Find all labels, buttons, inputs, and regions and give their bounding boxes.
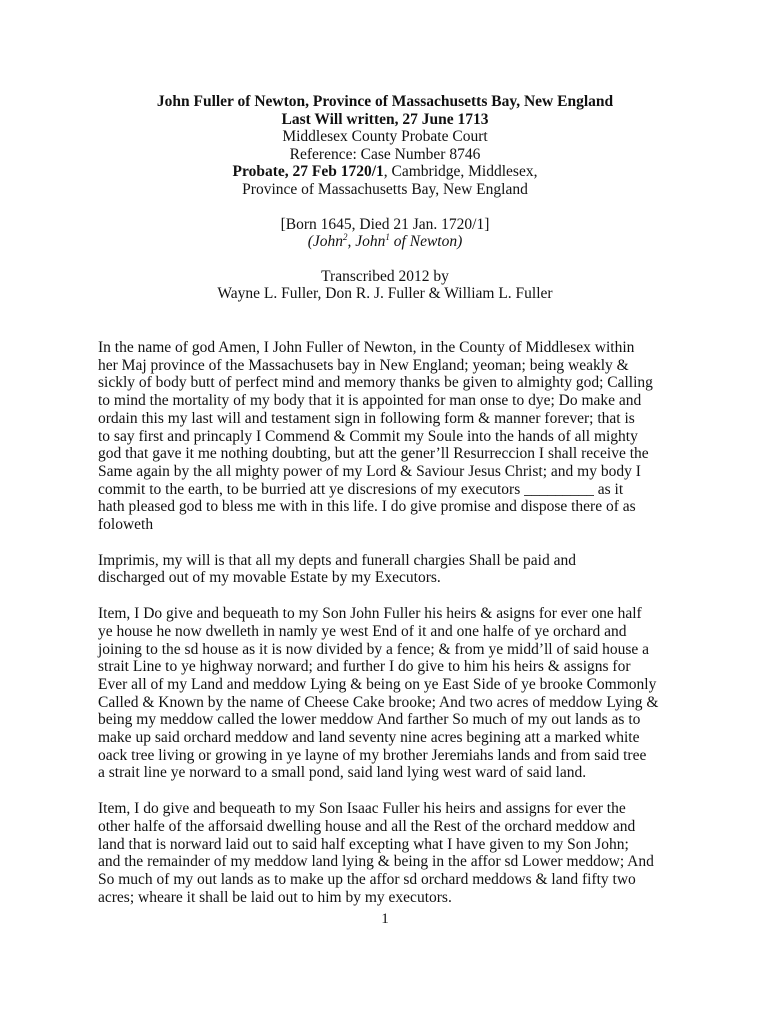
paragraph — [90, 800, 690, 906]
born-died-line: [Born 1645, Died 21 Jan. 1720/1] — [280, 215, 490, 233]
probate-line — [0, 163, 770, 181]
text-line: make up said orchard meddow and land seventy nine acres begining att a marked white — [98, 729, 640, 747]
text-line: foloweth — [98, 516, 154, 534]
will-body-text — [90, 339, 690, 924]
province-line: Province of Massachusetts Bay, New England — [242, 180, 528, 198]
text-line: and the remainder of my meddow land lying & being in the affor sd Lower meddow; And — [98, 853, 654, 871]
text-line: In the name of god Amen, I John Fuller of Newton, in the County of Middlesex within — [98, 339, 635, 356]
text-line: hath pleased god to bless me with in this life. I do give promise and dispose there of as — [98, 498, 636, 516]
text-line: ordain this my last will and testament sign in following form & manner forever; that is — [98, 409, 635, 427]
text-line: acres; wheare it shall be laid out to him by my executors. — [98, 888, 452, 906]
court-name: Middlesex County Probate Court — [282, 128, 488, 146]
document-subtitle: Last Will written, 27 June 1713 — [281, 110, 489, 128]
text-line: Same again by the all mighty power of my Lord & Saviour Jesus Christ; and my body I — [98, 462, 641, 480]
paragraph — [90, 552, 690, 587]
text-line: discharged out of my movable Estate by my Executors. — [98, 569, 441, 587]
text-line: Item, I do give and bequeath to my Son Isaac Fuller his heirs and assigns for ever the — [98, 800, 626, 818]
transcribed-line: Transcribed 2012 by — [321, 267, 449, 285]
text-line: a strait line ye norward to a small pond, said land lying west ward of said land. — [98, 764, 587, 782]
text-line: Ever all of my Land and meddow Lying & being on ye East Side of ye brooke Commonly — [98, 675, 657, 693]
lineage-line: (John$^2$, John$^1$ of Newton) — [307, 232, 463, 251]
text-line: Called & Known by the name of Cheese Cake brooke; And two acres of meddow Lying & — [98, 693, 659, 711]
text-line: ye house he now dwelleth in namly ye west End of it and one halfe of ye orchard and — [98, 622, 627, 640]
document-header — [0, 93, 770, 303]
text-line: strait Line to ye highway norward; and further I do give to him his heirs & assigns for — [98, 658, 631, 676]
text-line: to mind the mortality of my body that it is appointed for man onse to dye; Do make and — [98, 392, 642, 410]
case-reference: Reference: Case Number 8746 — [289, 145, 481, 163]
text-line: land that is norward laid out to said half excepting what I have given to my Son John; — [98, 835, 629, 853]
text-line: being my meddow called the lower meddow And farther So much of my out lands as to — [98, 711, 641, 729]
document-title: John Fuller of Newton, Province of Massachusetts Bay, New England — [156, 93, 614, 110]
text-line: joining to the sd house as it is now divided by a fence; & from ye midd’ll of said house a — [98, 640, 650, 658]
probate-place: , Cambridge, Middlesex, — [383, 163, 538, 181]
text-line: to say first and princaply I Commend & Commit my Soule into the hands of all mighty — [98, 427, 638, 445]
probate-date: Probate, 27 Feb 1720/1 — [232, 163, 384, 181]
text-line: other halfe of the afforsaid dwelling house and all the Rest of the orchard meddow and — [98, 817, 636, 835]
transcribers-line: Wayne L. Fuller, Don R. J. Fuller & William L. Fuller — [217, 285, 553, 303]
text-line: Imprimis, my will is that all my depts and funerall chargies Shall be paid and — [98, 551, 576, 569]
paragraph — [90, 605, 690, 782]
text-line: sickly of body butt of perfect mind and memory thanks be given to almighty god; Calling — [98, 374, 653, 392]
text-line: her Maj province of the Massachusets bay in New England; yeoman; being weakly & — [98, 356, 629, 374]
text-line: god that gave it me nothing doubting, but att the gener’ll Resurreccion I shall receive the — [98, 445, 649, 463]
paragraph — [90, 339, 690, 534]
text-line: So much of my out lands as to make up the affor sd orchard meddows & land fifty two — [98, 870, 636, 888]
text-line: commit to the earth, to be burried att ye discresions of my executors _________ as it — [98, 480, 624, 498]
text-line: oack tree living or growing in ye layne of my brother Jeremiahs lands and from said tree — [98, 746, 647, 764]
page-number: 1 — [381, 911, 389, 927]
text-line: Item, I Do give and bequeath to my Son John Fuller his heirs & asigns for ever one half — [98, 605, 642, 623]
